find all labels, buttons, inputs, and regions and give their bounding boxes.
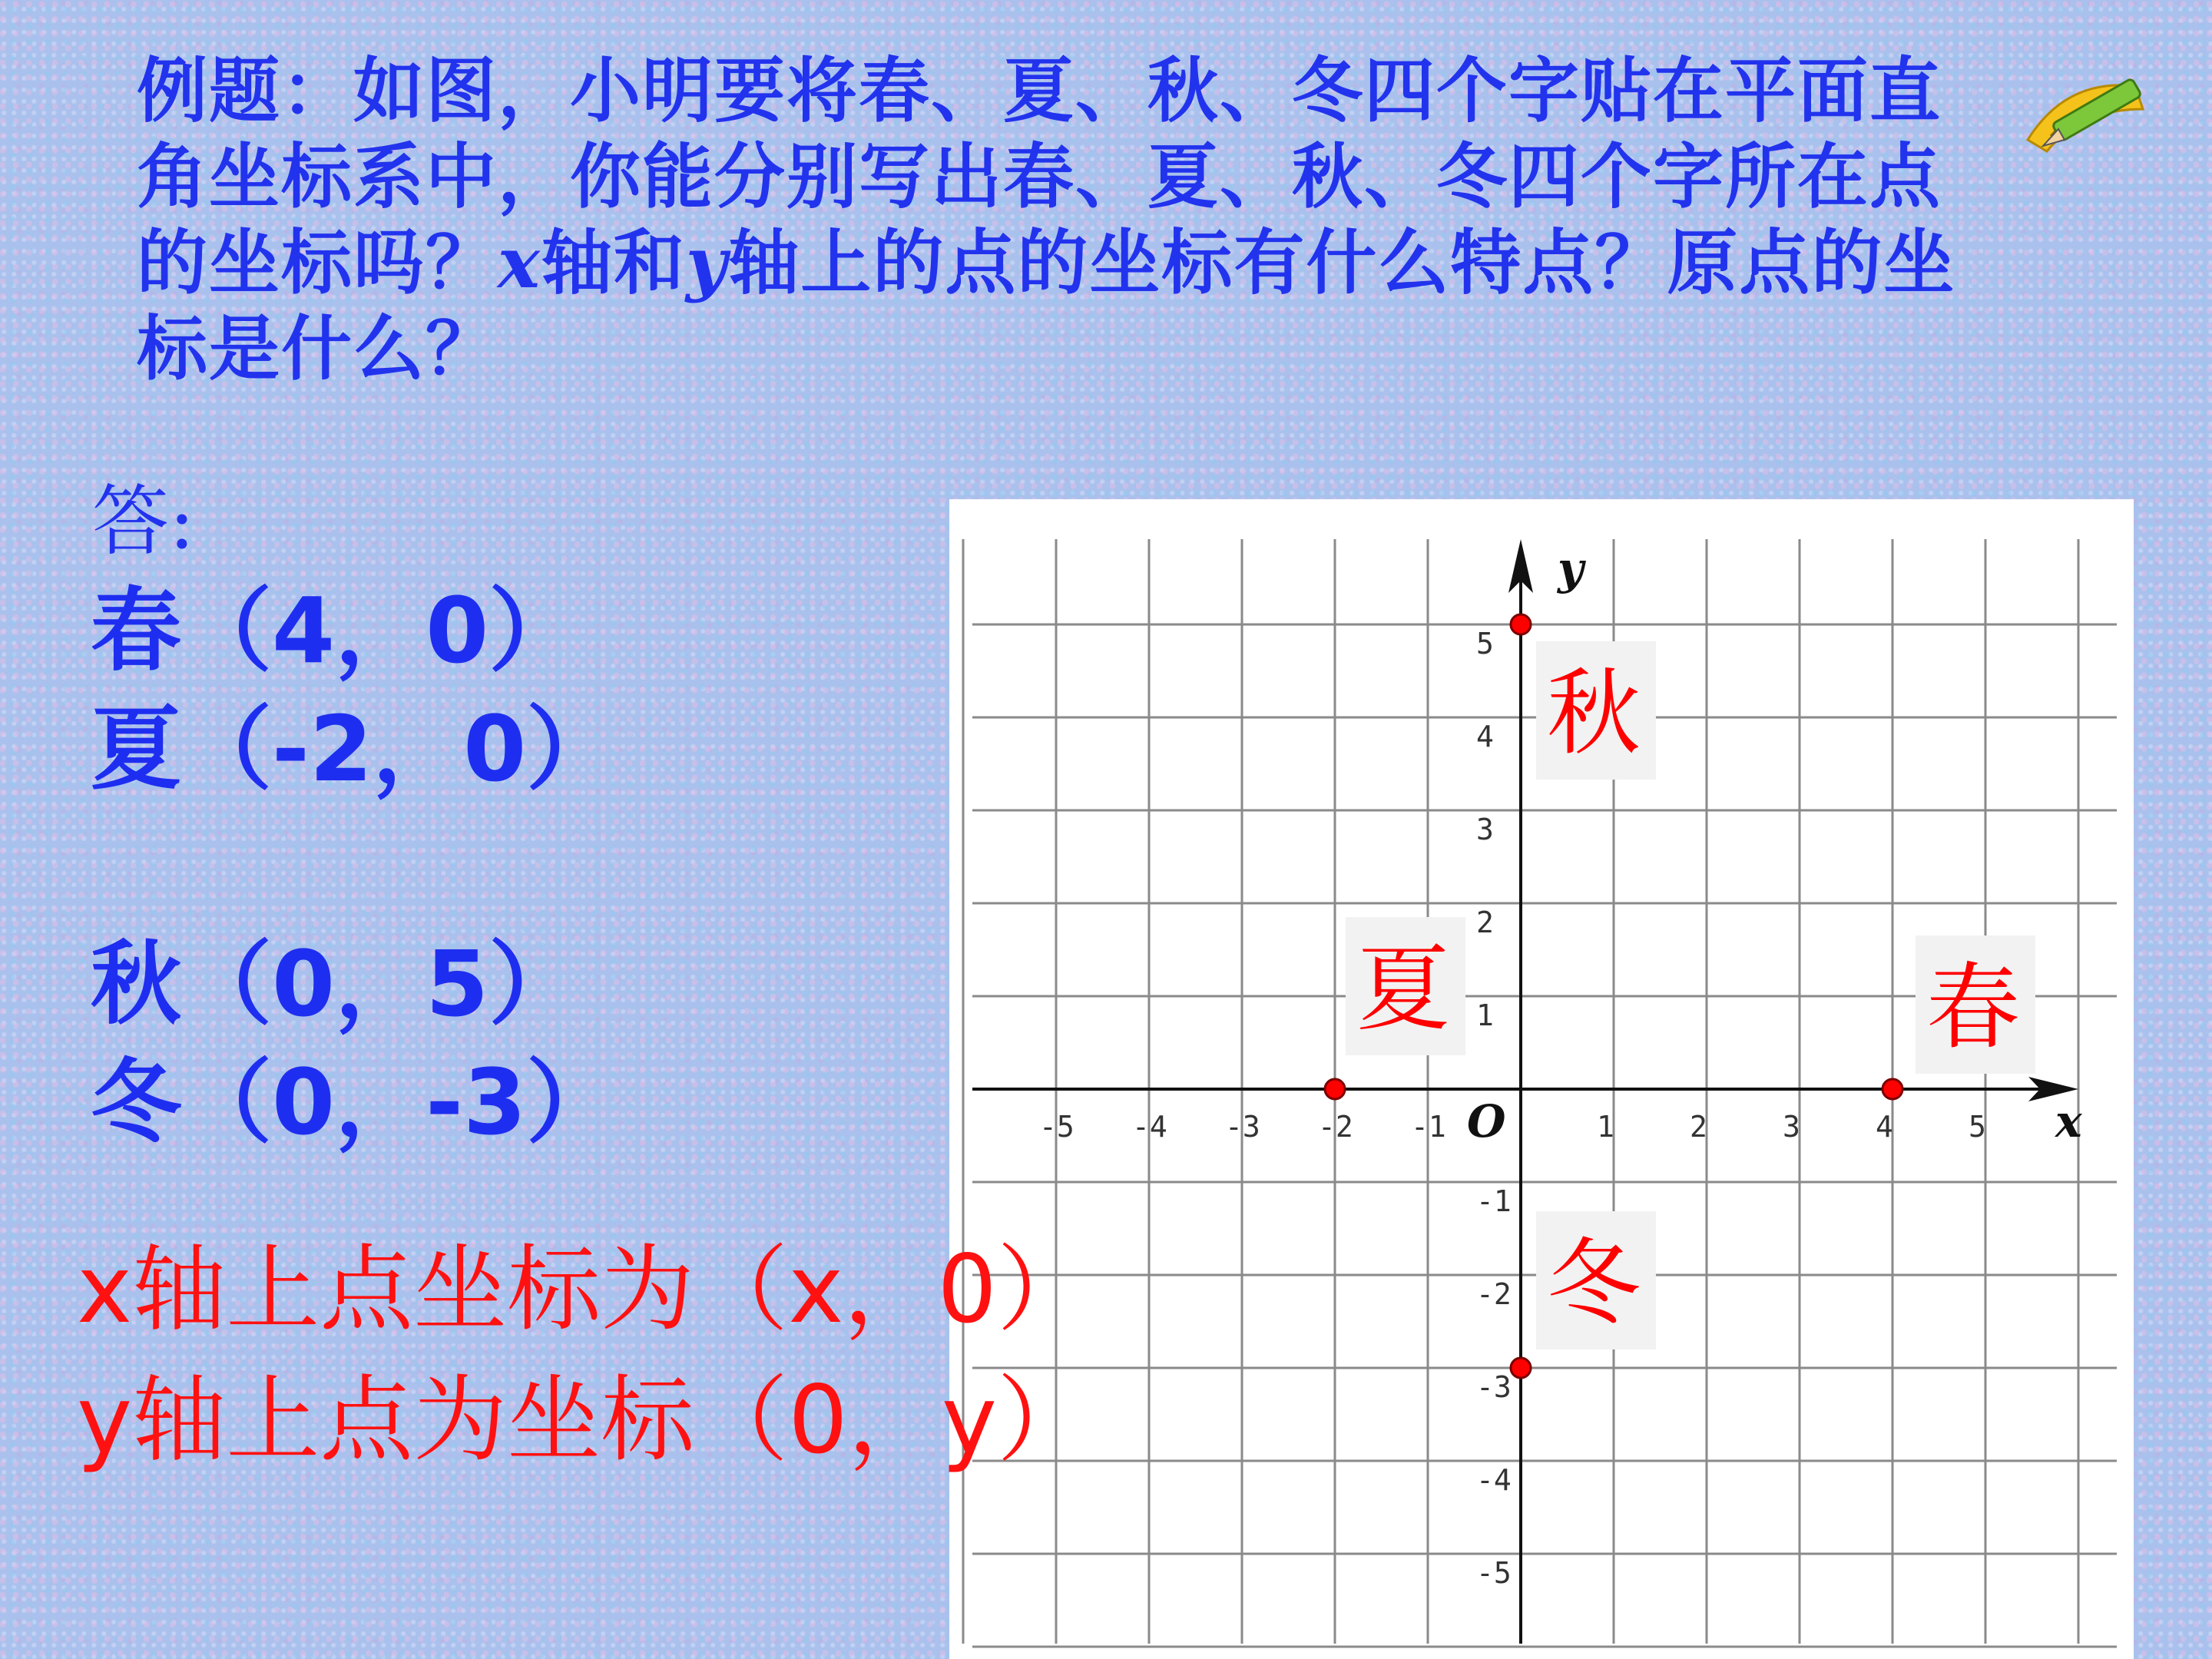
x-tick-label: 4 [1876,1110,1893,1144]
x-tick-label: 3 [1783,1110,1800,1144]
x-tick-label: 1 [1597,1110,1614,1144]
y-tick-label: -3 [1476,1370,1512,1404]
y-tick-label: 2 [1476,906,1494,939]
point-label: 冬 [1547,1229,1641,1338]
answer-label: 答: [92,476,195,566]
x-axis-label: x [2055,1095,2082,1147]
x-tick-label: 2 [1690,1110,1707,1144]
coordinate-plane [949,499,2134,1659]
y-tick-label: 3 [1476,813,1494,846]
question-part1: 例题：如图，小明要将春、夏、秋、冬四个字贴在平面直角坐标系中，你能分别写出春、夏、秋、冬四个字所在点的坐标吗？ [137,49,1942,304]
x-tick-label: -2 [1318,1110,1353,1144]
x-tick-label: -1 [1411,1110,1446,1144]
y-axis-label: y [1558,542,1584,594]
x-axis-rule: x轴上点坐标为（x，0） [77,1235,1091,1344]
answer-spring: 春（4，0） [91,578,580,684]
question-part2: 轴和 [541,221,686,304]
x-tick-label: 5 [1969,1110,1986,1144]
origin-label: O [1467,1095,1506,1147]
question-var-y: y [685,221,729,304]
question-part3: 轴上的点的坐标有什么特点？原点的坐标是什么？ [137,221,1956,390]
data-point [1511,1358,1531,1378]
coordinate-plane-panel [949,499,2134,1659]
data-point [1325,1079,1345,1099]
y-tick-label: -2 [1476,1277,1512,1311]
y-tick-label: 5 [1476,627,1494,661]
answer-winter: 冬（0，-3） [91,1049,618,1155]
y-tick-label: -1 [1476,1184,1512,1218]
x-tick-label: -4 [1132,1110,1167,1144]
y-tick-label: -5 [1476,1556,1512,1590]
question-var-x: x [498,221,541,304]
answer-autumn: 秋（0，5） [91,931,580,1037]
y-tick-label: 4 [1476,720,1494,753]
data-point [1511,614,1531,634]
y-tick-label: 1 [1476,998,1494,1032]
x-tick-label: -5 [1039,1110,1075,1144]
point-label: 春 [1926,953,2020,1062]
y-tick-label: -4 [1476,1463,1512,1497]
point-label: 夏 [1356,935,1450,1044]
data-point [1883,1079,1902,1099]
y-axis-rule: y轴上点为坐标（0，y） [77,1366,1091,1475]
point-label: 秋 [1547,659,1641,768]
answer-summer: 夏（-2，0） [91,696,618,802]
x-tick-label: -3 [1225,1110,1260,1144]
question-text [137,48,1995,392]
pencil-ruler-icon [2020,63,2158,163]
